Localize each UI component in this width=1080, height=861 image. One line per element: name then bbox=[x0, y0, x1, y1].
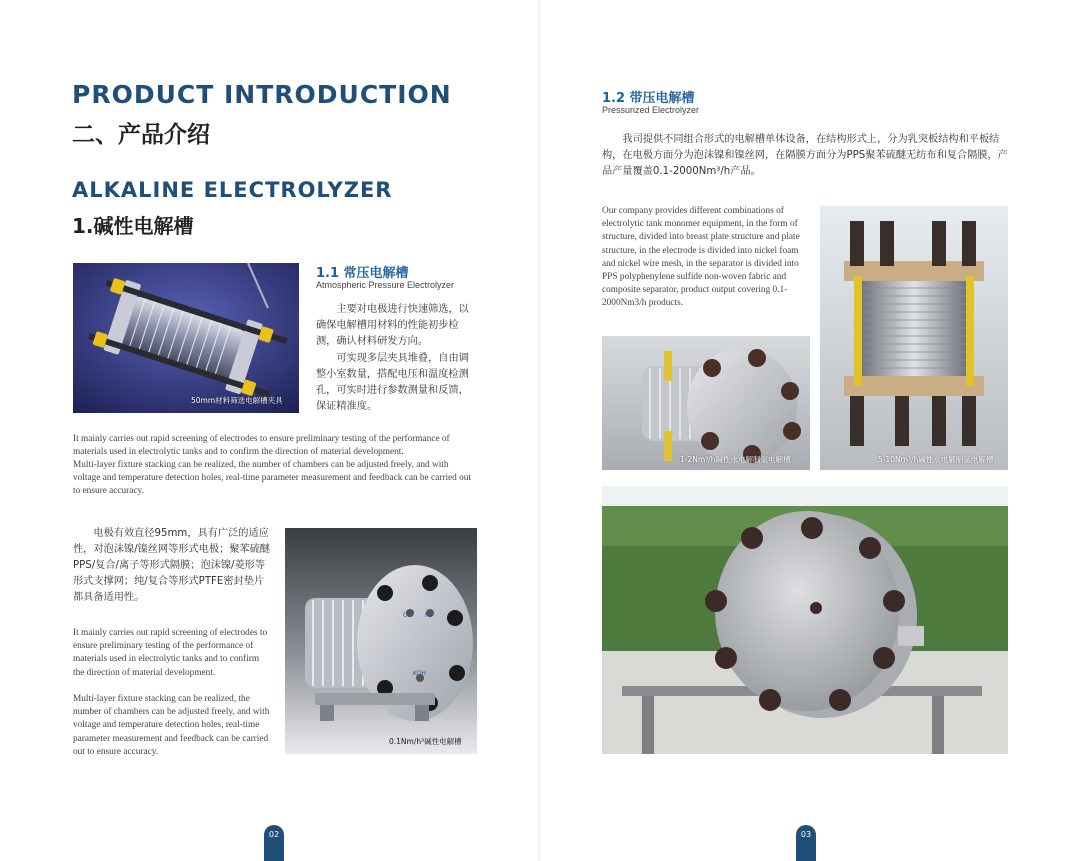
section-cn: 1.碱性电解槽 bbox=[72, 214, 194, 238]
section-1-2-en-para: Our company provides different combinations of electrolytic tank monomer equipment, in the form of structure, divided into breast plate structure and plate structure, in the electrode is divided into nickel foam and nickel wire mesh, in the separator is divided into PPS polyphenylene sulfide non-woven fabric and composite separator, product output covering 0.1-2000Nm3/h products. bbox=[602, 206, 800, 309]
lab-electrolyzer-cn-para: 电极有效直径95mm，具有广泛的适应性，对泡沫镍/镍丝网等形式电极；聚苯硫醚PPS/复合/离子等形式隔膜；泡沫镍/菱形等形式支撑网；纯/复合等形式PTFE密封垫片都具备适用性。 bbox=[73, 528, 270, 603]
section-1-1-en-para-1: It mainly carries out rapid screening of electrodes to ensure preliminary testing of the performance of materials used in electrolytic tanks and to confirm the direction of material development. bbox=[73, 434, 450, 458]
koh-port-label: KOH bbox=[413, 670, 426, 677]
o2-port-label: O₂ bbox=[403, 612, 411, 619]
photo-caption-2: 0.1Nm/h³碱性电解槽 bbox=[389, 737, 462, 746]
photo-caption-1: 50mm材料筛选电解槽夹具 bbox=[191, 396, 283, 405]
lab-electrolyzer-en-para-1: It mainly carries out rapid screening of electrodes to ensure preliminary testing of the performance of materials used in electrolytic tanks and to confirm the direction of material development. bbox=[73, 628, 268, 678]
section-1-1-en-para-2: Multi-layer fixture stacking can be realized, the number of chambers can be adjusted freely, and with voltage and temperature detection holes, real-time parameter measurement and feedback can be carried out to ensure accuracy. bbox=[73, 460, 472, 497]
right-page bbox=[540, 0, 1080, 861]
photo-screening-fixture bbox=[73, 263, 299, 413]
section-1-2-cn-para: 我司提供不同组合形式的电解槽单体设备，在结构形式上，分为乳突板结构和平板结构，在电极方面分为泡沫镍和镍丝网，在隔膜方面分为PPS聚苯硫醚无纺布和复合隔膜，产品产量覆盖0.1-2000Nm³/h产品。 bbox=[602, 134, 1008, 177]
large-electrolyzer-image bbox=[602, 486, 1008, 754]
lab-electrolyzer-image bbox=[285, 528, 477, 754]
page-number-right: 03 bbox=[796, 825, 816, 861]
photo-lab-electrolyzer bbox=[285, 528, 477, 754]
section-1-1-cn-para-2: 可实现多层夹具堆叠，自由调整小室数量，搭配电压和温度检测孔，可实时进行参数测量和反馈，保证精准度。 bbox=[316, 353, 469, 412]
small-pressure-electrolyzer-image bbox=[602, 336, 810, 470]
section-1-2-subtitle: Pressurized Electrolyzer bbox=[602, 105, 700, 115]
section-1-1-title: 1.1 常压电解槽 bbox=[316, 266, 409, 281]
section-1-1-subtitle: Atmospheric Pressure Electrolyzer bbox=[316, 280, 455, 290]
section-en: ALKALINE ELECTROLYZER bbox=[72, 178, 393, 202]
photo-caption-a: 1-2Nm³/h碱性水电解制氢电解槽 bbox=[680, 455, 791, 464]
photo-caption-b: 5-10Nm³/h碱性水电解制氢电解槽 bbox=[878, 455, 994, 464]
photo-1-2nm3h-electrolyzer bbox=[602, 336, 810, 470]
page-number-left: 02 bbox=[264, 825, 284, 861]
lab-electrolyzer-en-para-2: Multi-layer fixture stacking can be realized, the number of chambers can be adjusted freely, and with voltage and temperature detection holes, real-time parameter measurement and feedback can be carried out to ensure accuracy. bbox=[73, 694, 270, 757]
stack-electrolyzer-image bbox=[820, 206, 1008, 470]
section-1-2-title: 1.2 带压电解槽 bbox=[602, 91, 695, 106]
photo-5-10nm3h-electrolyzer bbox=[820, 206, 1008, 470]
photo-large-electrolyzer-outdoor bbox=[602, 486, 1008, 754]
electrolyzer-render-image bbox=[73, 263, 299, 413]
section-1-1-cn-para-1: 主要对电极进行快速筛选，以确保电解槽用材料的性能初步检测，确认材料研发方向。 bbox=[316, 304, 469, 347]
h2-port-label: H₂ bbox=[425, 612, 432, 619]
title-en: PRODUCT INTRODUCTION bbox=[72, 80, 452, 109]
title-cn: 二、产品介绍 bbox=[72, 122, 210, 148]
